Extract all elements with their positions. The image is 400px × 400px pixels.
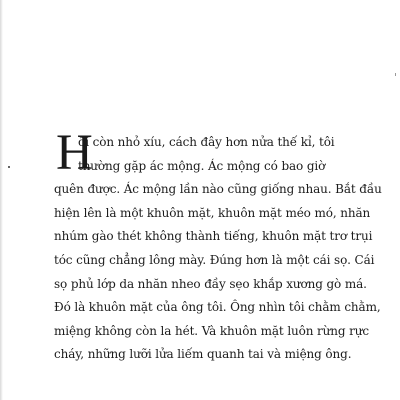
- page-edge-shadow: [0, 0, 3, 400]
- text-line-5: nhúm gào thét không thành tiếng, khuôn mặt trơ trụi: [54, 229, 373, 244]
- text-line-10: cháy, những lưỡi lửa liếm quanh tai và miệng ông.: [54, 347, 352, 362]
- drop-cap: H: [56, 125, 93, 181]
- text-line-6: tóc cũng chẳng lông mày. Đúng hơn là một cái sọ. Cái: [54, 252, 375, 267]
- text-line-3: quên được. Ác mộng lần nào cũng giống nhau. Bắt đầu: [54, 182, 382, 197]
- text-line-4: hiện lên là một khuôn mặt, khuôn mặt méo mó, nhăn: [54, 205, 371, 220]
- text-line-1: ồi còn nhỏ xíu, cách đây hơn nửa thế kỉ, tôi: [78, 135, 335, 149]
- text-line-8: Đó là khuôn mặt của ông tôi. Ông nhìn tôi chằm chằm,: [54, 300, 381, 315]
- drop-cap-block: [54, 125, 390, 181]
- scan-speck: [8, 166, 10, 168]
- scan-mark: [395, 73, 396, 76]
- text-line-7: sọ phủ lớp da nhăn nheo đầy sẹo khắp xương gò má.: [54, 276, 367, 291]
- chapter-text: [54, 125, 390, 367]
- text-line-2: thường gặp ác mộng. Ác mộng có bao giờ: [78, 158, 326, 173]
- text-line-9: miệng không còn la hét. Và khuôn mặt luôn rừng rực: [54, 323, 369, 338]
